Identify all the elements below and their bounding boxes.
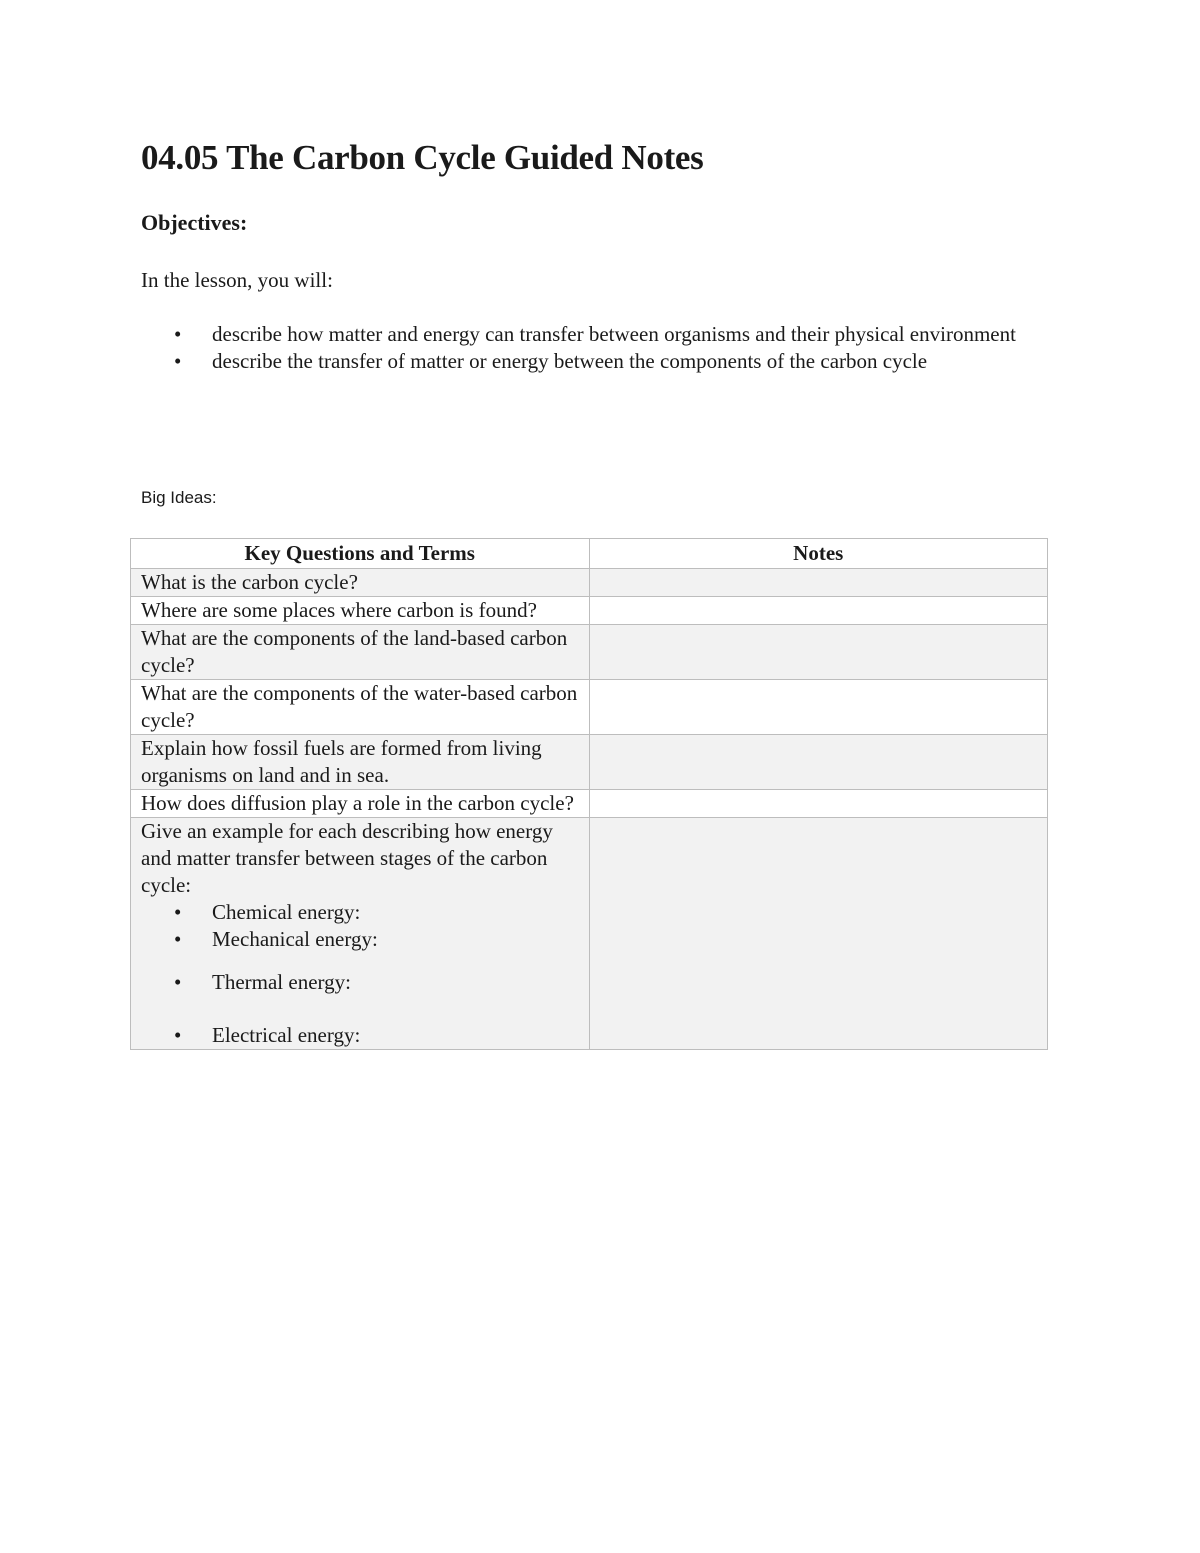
header-notes: Notes	[589, 539, 1048, 569]
objective-item	[141, 321, 1041, 348]
question-text: Give an example for each describing how energy and matter transfer between stages of the carbon cycle:	[141, 819, 553, 897]
objectives-heading: Objectives:	[141, 210, 248, 235]
question-cell: Where are some places where carbon is found?	[131, 597, 590, 625]
notes-cell[interactable]	[589, 625, 1048, 680]
energy-types-list	[141, 899, 579, 1049]
objective-text: describe the transfer of matter or energy between the components of the carbon cycle	[212, 349, 928, 373]
question-cell: What are the components of the water-based carbon cycle?	[131, 680, 590, 735]
energy-type-label: Chemical energy:	[212, 900, 361, 924]
header-key-questions: Key Questions and Terms	[131, 539, 590, 569]
table-row	[131, 735, 1048, 790]
energy-type-item	[141, 1022, 579, 1049]
notes-cell[interactable]	[589, 818, 1048, 1050]
question-cell	[131, 818, 590, 1050]
energy-type-label: Mechanical energy:	[212, 927, 378, 951]
objective-item	[141, 348, 1041, 375]
question-cell: How does diffusion play a role in the carbon cycle?	[131, 790, 590, 818]
intro-text: In the lesson, you will:	[141, 268, 333, 292]
notes-cell[interactable]	[589, 680, 1048, 735]
question-cell: What is the carbon cycle?	[131, 569, 590, 597]
notes-cell[interactable]	[589, 569, 1048, 597]
notes-cell[interactable]	[589, 735, 1048, 790]
objective-text: describe how matter and energy can transfer between organisms and their physical environment	[212, 322, 1016, 346]
notes-cell[interactable]	[589, 790, 1048, 818]
notes-cell[interactable]	[589, 597, 1048, 625]
energy-type-item	[141, 926, 579, 953]
bullet-icon: •	[174, 970, 182, 994]
bullet-icon: •	[174, 1023, 182, 1047]
bullet-icon: •	[174, 322, 182, 346]
objectives-list	[141, 321, 1041, 375]
table-row	[131, 569, 1048, 597]
table-row	[131, 597, 1048, 625]
energy-type-item	[141, 969, 579, 996]
big-ideas-label: Big Ideas:	[141, 488, 217, 507]
energy-type-label: Thermal energy:	[212, 970, 351, 994]
energy-type-item	[141, 899, 579, 926]
question-cell: What are the components of the land-based carbon cycle?	[131, 625, 590, 680]
bullet-icon: •	[174, 927, 182, 951]
question-cell: Explain how fossil fuels are formed from living organisms on land and in sea.	[131, 735, 590, 790]
bullet-icon: •	[174, 900, 182, 924]
table-header-row	[131, 539, 1048, 569]
energy-type-label: Electrical energy:	[212, 1023, 361, 1047]
table-row	[131, 625, 1048, 680]
table-row	[131, 818, 1048, 1050]
notes-table	[130, 538, 1048, 1050]
table-row	[131, 680, 1048, 735]
bullet-icon: •	[174, 349, 182, 373]
document-title: 04.05 The Carbon Cycle Guided Notes	[141, 138, 704, 177]
table-row	[131, 790, 1048, 818]
